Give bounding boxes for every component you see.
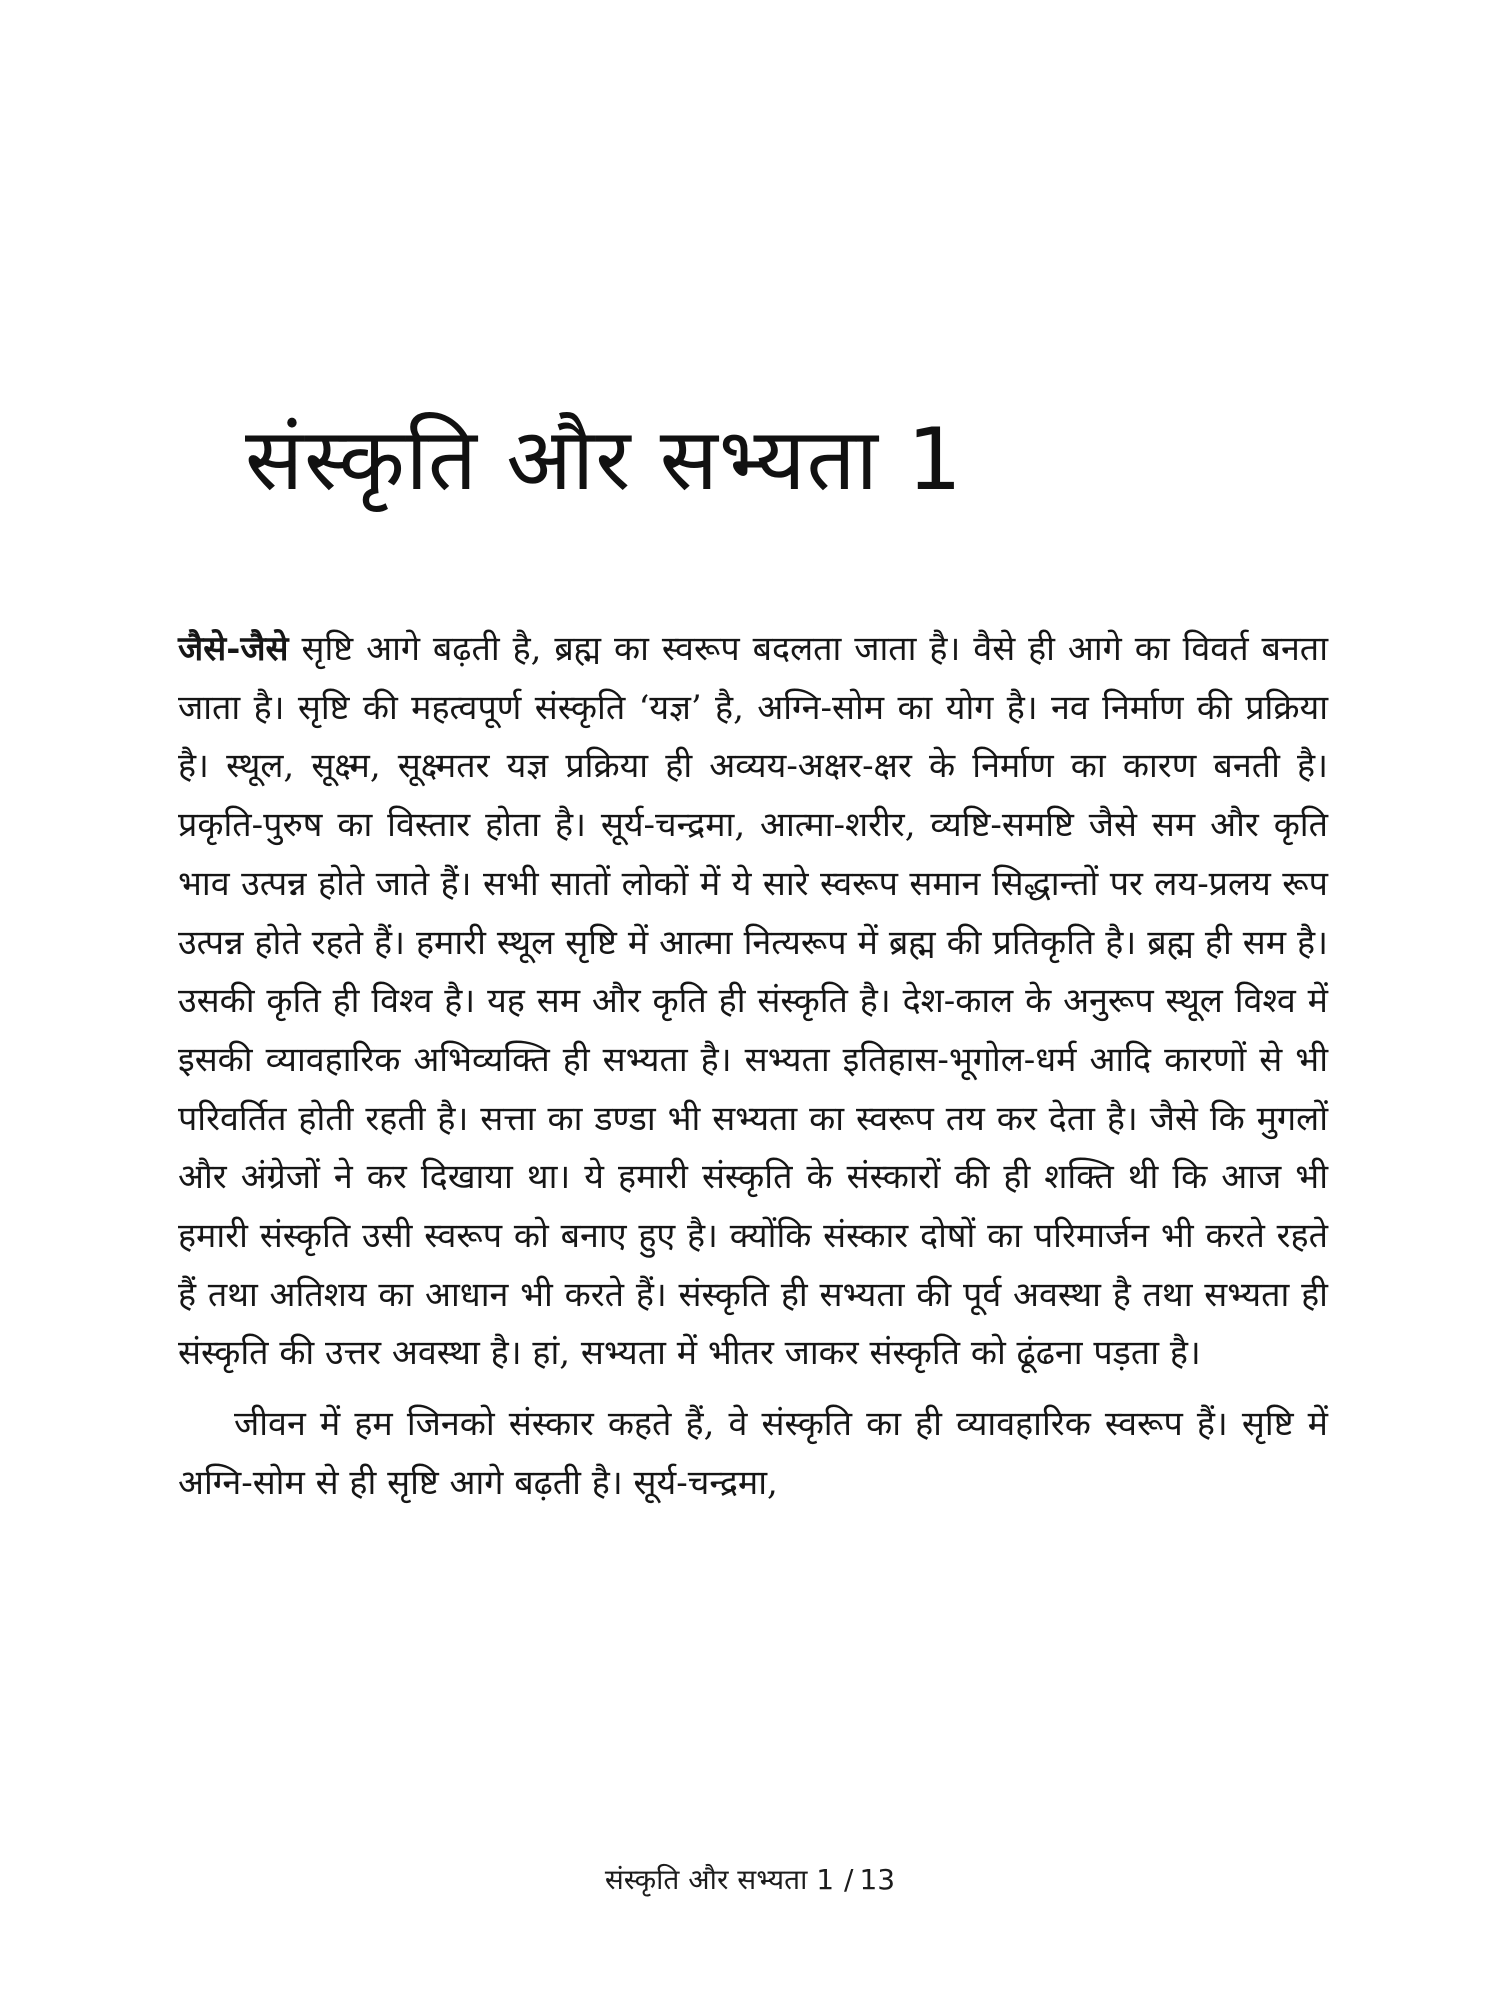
page-number: 13	[859, 1863, 896, 1896]
paragraph-lead-in: जैसे-जैसे	[178, 629, 289, 669]
footer-separator: /	[844, 1863, 854, 1896]
page-footer	[0, 1860, 1500, 1900]
chapter-title: संस्कृति और सभ्यता 1	[245, 410, 963, 510]
paragraph-2: जीवन में हम जिनको संस्कार कहते हैं, वे संस्कृति का ही व्यावहारिक स्वरूप हैं। सृष्टि में अग्नि-सोम से ही सृष्टि आगे बढ़ती है। सूर्य-चन्द्रमा,	[178, 1404, 1328, 1503]
paragraph-1-text: सृष्टि आगे बढ़ती है, ब्रह्म का स्वरूप बदलता जाता है। वैसे ही आगे का विवर्त बनता जाता है। सृष्टि की महत्वपूर्ण संस्कृति ‘यज्ञ’ है, अग्नि-सोम का योग है। नव निर्माण की प्रक्रिया है। स्थूल, सूक्ष्म, सूक्ष्मतर यज्ञ प्रक्रिया ही अव्यय-अक्षर-क्षर के निर्माण का कारण बनती है। प्रकृति-पुरुष का विस्तार होता है। सूर्य-चन्द्रमा, आत्मा-शरीर, व्यष्टि-समष्टि जैसे सम और कृति भाव उत्पन्न होते जाते हैं। सभी सातों लोकों में ये सारे स्वरूप समान सिद्धान्तों पर लय-प्रलय रूप उत्पन्न होते रहते हैं। हमारी स्थूल सृष्टि में आत्मा नित्यरूप में ब्रह्म की प्रतिकृति है। ब्रह्म ही सम है। उसकी कृति ही विश्व है। यह सम और कृति ही संस्कृति है। देश-काल के अनुरूप स्थूल विश्व में इसकी व्यावहारिक अभिव्यक्ति ही सभ्यता है। सभ्यता इतिहास-भूगोल-धर्म आदि कारणों से भी परिवर्तित होती रहती है। सत्ता का डण्डा भी सभ्यता का स्वरूप तय कर देता है। जैसे कि मुगलों और अंग्रेजों ने कर दिखाया था। ये हमारी संस्कृति के संस्कारों की ही शक्ति थी कि आज भी हमारी संस्कृति उसी स्वरूप को बनाए हुए है। क्योंकि संस्कार दोषों का परिमार्जन भी करते रहते हैं तथा अतिशय का आधान भी करते हैं। संस्कृति ही सभ्यता की पूर्व अवस्था है तथा सभ्यता ही संस्कृति की उत्तर अवस्था है। हां, सभ्यता में भीतर जाकर संस्कृति को ढूंढना पड़ता है।	[178, 629, 1328, 1374]
body-text	[178, 620, 1328, 1513]
paragraph-1	[178, 620, 1328, 1383]
running-title: संस्कृति और सभ्यता 1	[604, 1863, 835, 1896]
